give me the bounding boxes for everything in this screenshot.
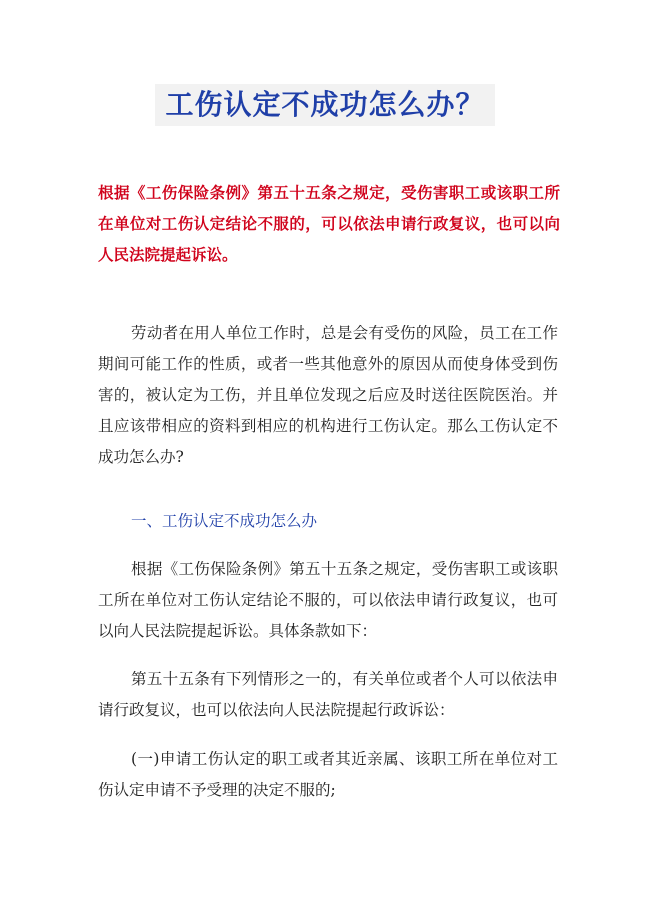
summary-paragraph: 根据《工伤保险条例》第五十五条之规定，受伤害职工或该职工所在单位对工伤认定结论不服的，可以依法申请行政复议，也可以向人民法院提起诉讼。	[98, 184, 560, 264]
section-heading: 一、工伤认定不成功怎么办	[131, 512, 318, 530]
document-title: 工伤认定不成功怎么办？	[155, 84, 494, 126]
section-paragraph-2: 第五十五条有下列情形之一的，有关单位或者个人可以依法申请行政复议，也可以依法向人民法院提起行政诉讼：	[98, 670, 558, 719]
title-wrapper	[0, 84, 650, 126]
intro-paragraph: 劳动者在用人单位工作时，总是会有受伤的风险，员工在工作期间可能工作的性质，或者一些其他意外的原因从而使身体受到伤害的，被认定为工伤，并且单位发现之后应及时送往医院医治。并且应该带相应的资料到相应的机构进行工伤认定。那么工伤认定不成功怎么办?	[98, 324, 558, 466]
section-list-item-1: (一)申请工伤认定的职工或者其近亲属、该职工所在单位对工伤认定申请不予受理的决定不服的;	[98, 750, 558, 799]
section-paragraph-1: 根据《工伤保险条例》第五十五条之规定，受伤害职工或该职工所在单位对工伤认定结论不服的，可以依法申请行政复议，也可以向人民法院提起诉讼。具体条款如下：	[98, 560, 558, 640]
